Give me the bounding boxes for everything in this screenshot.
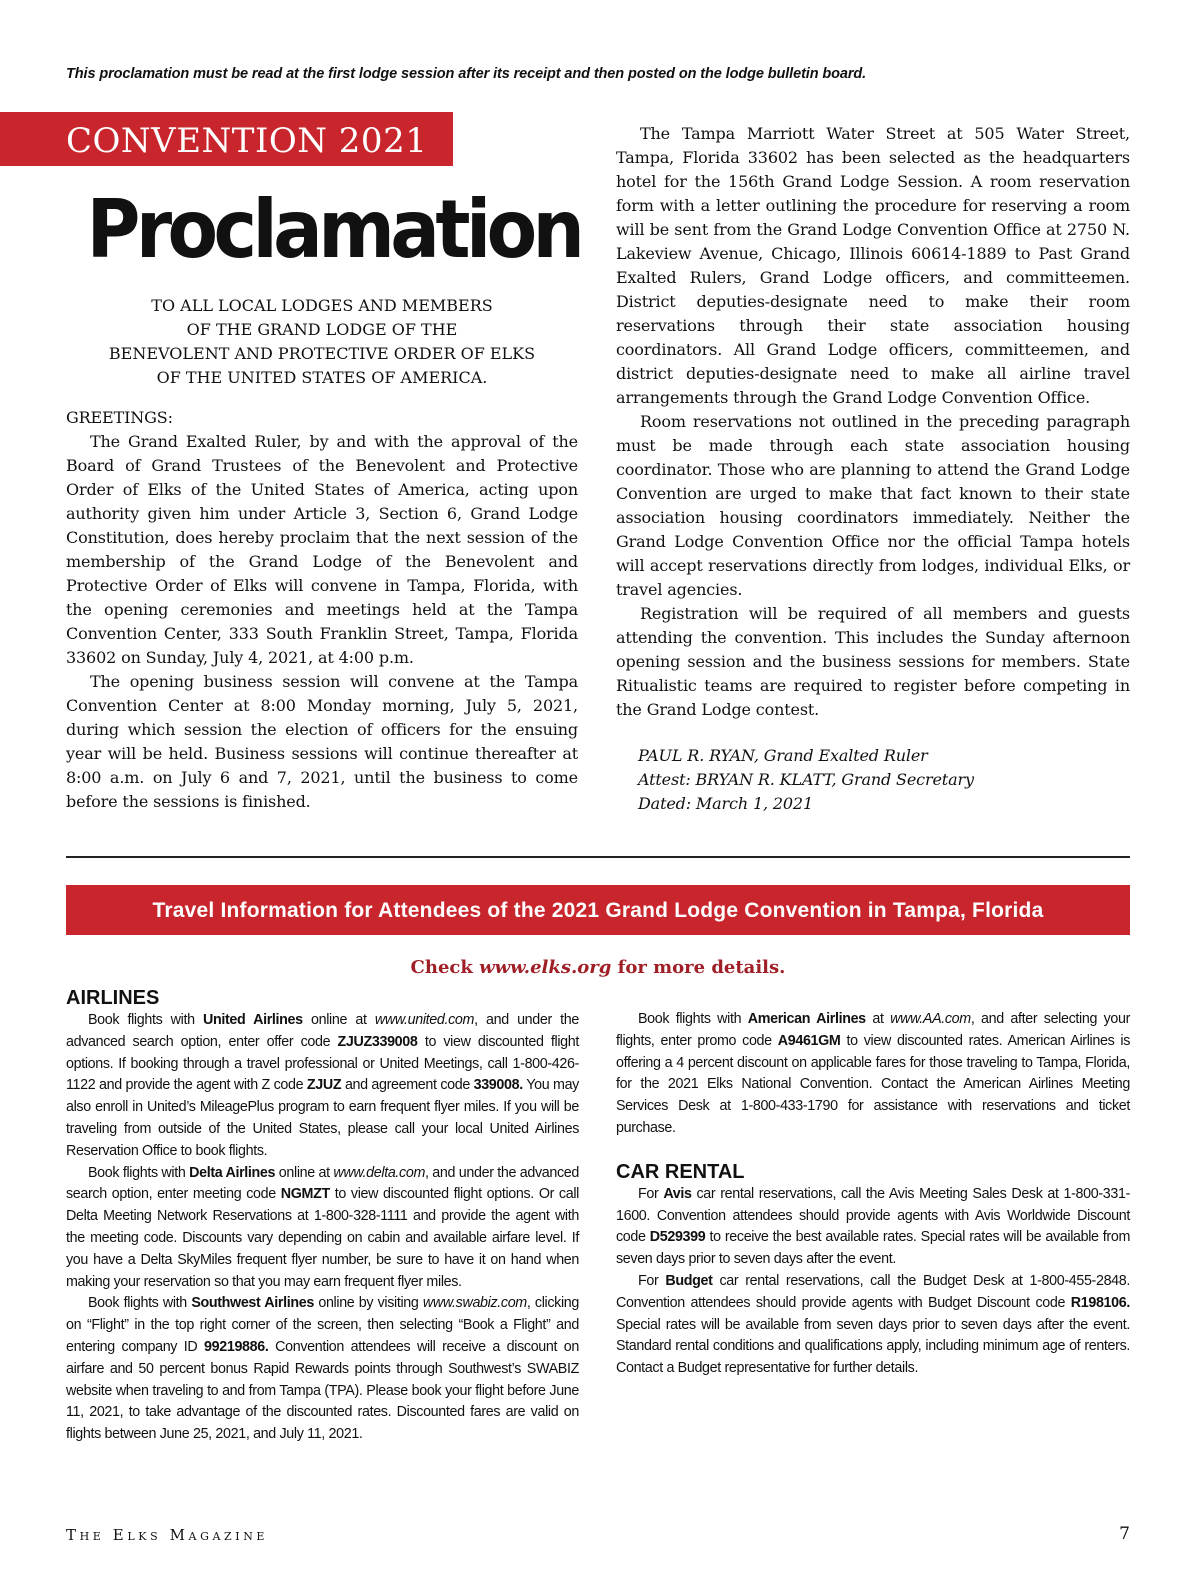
check-text: for more details. <box>611 957 786 978</box>
signature-attest: Attest: BRYAN R. KLATT, Grand Secretary <box>638 770 974 789</box>
company-id: 99219886. <box>204 1338 269 1355</box>
proclamation-right-column <box>616 122 1130 816</box>
airline-name: Delta Airlines <box>189 1164 276 1181</box>
budget-paragraph <box>616 1271 1130 1380</box>
text: Book flights with <box>88 1012 203 1028</box>
text: For <box>638 1272 666 1289</box>
signature-block <box>616 744 1130 816</box>
z-code: ZJUZ <box>306 1077 342 1094</box>
text: at <box>865 1011 891 1027</box>
meeting-code: NGMZT <box>280 1186 330 1203</box>
text: , clicking on “Flight” in the top right corner of the screen, then selecting “Book a Flight” and entering company ID <box>66 1295 579 1355</box>
discount-code: D529399 <box>649 1229 706 1246</box>
airline-name: American Airlines <box>747 1011 866 1027</box>
text: and agreement code <box>341 1077 474 1094</box>
greeting: GREETINGS: <box>66 408 173 427</box>
travel-banner: Travel Information for Attendees of the 2021 Grand Lodge Convention in Tampa, Florida <box>66 885 1130 935</box>
text: , and after selecting your flights, enter promo code <box>616 1011 1131 1049</box>
travel-left-column <box>66 986 579 1446</box>
southwest-paragraph <box>66 1293 579 1446</box>
text: to view discounted flight options. Or call Delta Meeting Network Reservations at 1-800-328-1111 and provide the agent with the meeting code. Discounts vary depending on cabin and available airfare level. If you have a Delta SkyMiles frequent flyer number, be sure to have it on hand when making your reservation so that you may earn frequent flyer miles. <box>66 1186 579 1290</box>
address-line: OF THE UNITED STATES OF AMERICA. <box>156 368 488 387</box>
text: Book flights with <box>88 1295 192 1312</box>
southwest-website-link[interactable]: www.swabiz.com <box>422 1295 527 1312</box>
text: online by visiting <box>313 1295 423 1312</box>
proclamation-left-column <box>66 406 578 814</box>
posting-notice: This proclamation must be read at the first lodge session after its receipt and then posted on the lodge bulletin board. <box>66 66 867 82</box>
text: to receive the best available rates. Special rates will be available from seven days prior to seven days after the event. <box>616 1229 1131 1268</box>
text: online at <box>302 1012 375 1028</box>
american-website-link[interactable]: www.AA.com <box>890 1011 971 1027</box>
proclamation-paragraph: The opening business session will convene at the Tampa Convention Center at 8:00 Monday morning, July 5, 2021, during which session the election of officers for the ensuing year will be held. Business sessions will continue thereafter at 8:00 a.m. on July 6 and 7, 2021, until the business to come before the sessions is finished. <box>66 672 578 811</box>
signature-grand-exalted-ruler: PAUL R. RYAN, Grand Exalted Ruler <box>638 746 928 765</box>
check-details <box>66 955 1130 981</box>
american-paragraph <box>616 1009 1130 1140</box>
check-text: Check <box>410 957 480 978</box>
text: , and under the advanced search option, enter offer code <box>66 1012 580 1050</box>
text: Special rates will be available from seven days prior to seven days after the event. Standard rental conditions and qualifications apply, including minimum age of renters. Contact a Budget representative for further details. <box>616 1316 1130 1377</box>
text: online at <box>275 1164 334 1181</box>
text: Convention attendees will receive a discount on airfare and 50 percent bonus Rapid Rewards points through Southwest’s SWABIZ website when traveling to and from Tampa (TPA). Please book your flight before June 11, 2021, to take advantage of the discounted rates. Discounted fares are valid on flights between June 25, 2021, and July 11, 2021. <box>66 1338 580 1443</box>
united-website-link[interactable]: www.united.com <box>374 1012 475 1028</box>
text: car rental reservations, call the Budget Desk at 1-800-455-2848. Convention attendees should provide agents with Budget Discount code <box>616 1272 1130 1311</box>
text: Book flights with <box>88 1164 190 1181</box>
discount-code: R198106. <box>1070 1294 1130 1311</box>
proclamation-paragraph: Room reservations not outlined in the preceding paragraph must be made through each state association housing coordinator. Those who are planning to attend the Grand Lodge Convention are urged to make that fact known to their state association housing coordinators immediately. Neither the Grand Lodge Convention Office nor the official Tampa hotels will accept reservations directly from lodges, individual Elks, or travel agencies. <box>616 412 1130 599</box>
section-divider <box>66 856 1130 858</box>
offer-code: ZJUZ339008 <box>337 1033 418 1050</box>
elks-website-link[interactable]: www.elks.org <box>479 957 612 978</box>
proclamation-title: Proclamation <box>86 183 581 276</box>
united-paragraph <box>66 1010 579 1163</box>
promo-code: A9461GM <box>777 1032 841 1049</box>
company-name: Budget <box>665 1272 713 1289</box>
text: , and under the advanced search option, enter meeting code <box>66 1164 579 1203</box>
text: Book flights with <box>638 1011 748 1027</box>
signature-date: Dated: March 1, 2021 <box>638 794 813 813</box>
text: You may also enroll in United’s MileagePlus program to earn frequent flyer miles. If you will be traveling from outside of the United States, please call your local United Airlines Reservation Office to book flights. <box>66 1077 579 1159</box>
convention-banner: CONVENTION 2021 <box>0 112 453 166</box>
proclamation-paragraph: Registration will be required of all members and guests attending the convention. This includes the Sunday afternoon opening session and the business sessions for members. State Ritualistic teams are required to register before competing in the Grand Lodge contest. <box>616 604 1130 719</box>
address-block <box>66 294 578 390</box>
travel-right-column <box>616 1009 1130 1380</box>
car-rental-heading: CAR RENTAL <box>616 1160 745 1183</box>
airlines-heading: AIRLINES <box>66 987 160 1009</box>
text: car rental reservations, call the Avis Meeting Sales Desk at 1-800-331-1600. Convention attendees should provide agents with Avis Worldwide Discount code <box>616 1185 1130 1246</box>
delta-website-link[interactable]: www.delta.com <box>333 1164 426 1181</box>
avis-paragraph <box>616 1184 1130 1271</box>
text: to view discounted flight options. If booking through a travel professional or United Meetings, call 1-800-426-1122 and provide the agent with Z code <box>66 1033 579 1094</box>
page-number: 7 <box>1119 1524 1130 1544</box>
proclamation-paragraph: The Tampa Marriott Water Street at 505 Water Street, Tampa, Florida 33602 has been selected as the headquarters hotel for the 156th Grand Lodge Session. A room reservation form with a letter outlining the procedure for reserving a room will be sent from the Grand Lodge Convention Office at 2750 N. Lakeview Avenue, Chicago, Illinois 60614-1889 to Past Grand Exalted Rulers, Grand Lodge officers, and committeemen. District deputies-designate need to make their room reservations through their state association housing coordinators. All Grand Lodge officers, committeemen, and district deputies-designate need to make all airline travel arrangements through the Grand Lodge Convention Office. <box>616 124 1130 407</box>
proclamation-paragraph: The Grand Exalted Ruler, by and with the approval of the Board of Grand Trustees of the Benevolent and Protective Order of Elks of the United States of America, acting upon authority given him under Article 3, Section 6, Grand Lodge Constitution, does hereby proclaim that the next session of the membership of the Grand Lodge of the Benevolent and Protective Order of Elks will convene in Tampa, Florida, with the opening ceremonies and meetings held at the Tampa Convention Center, 333 South Franklin Street, Tampa, Florida 33602 on Sunday, July 4, 2021, at 4:00 p.m. <box>66 432 578 667</box>
company-name: Avis <box>663 1185 692 1202</box>
agreement-code: 339008. <box>473 1077 523 1094</box>
text: to view discounted rates. American Airlines is offering a 4 percent discount on applicable fares for those traveling to Tampa, Florida, for the 2021 Elks National Convention. Contact the American Airlines Meeting Services Desk at 1-800-433-1790 for assistance with reservations and ticket purchase. <box>616 1032 1131 1136</box>
airline-name: United Airlines <box>202 1012 303 1028</box>
magazine-name: The Elks Magazine <box>66 1526 269 1544</box>
address-line: OF THE GRAND LODGE OF THE <box>186 320 458 339</box>
text: For <box>638 1185 664 1202</box>
delta-paragraph <box>66 1163 579 1294</box>
address-line: BENEVOLENT AND PROTECTIVE ORDER OF ELKS <box>108 344 536 363</box>
address-line: TO ALL LOCAL LODGES AND MEMBERS <box>151 296 493 315</box>
airline-name: Southwest Airlines <box>191 1295 314 1312</box>
